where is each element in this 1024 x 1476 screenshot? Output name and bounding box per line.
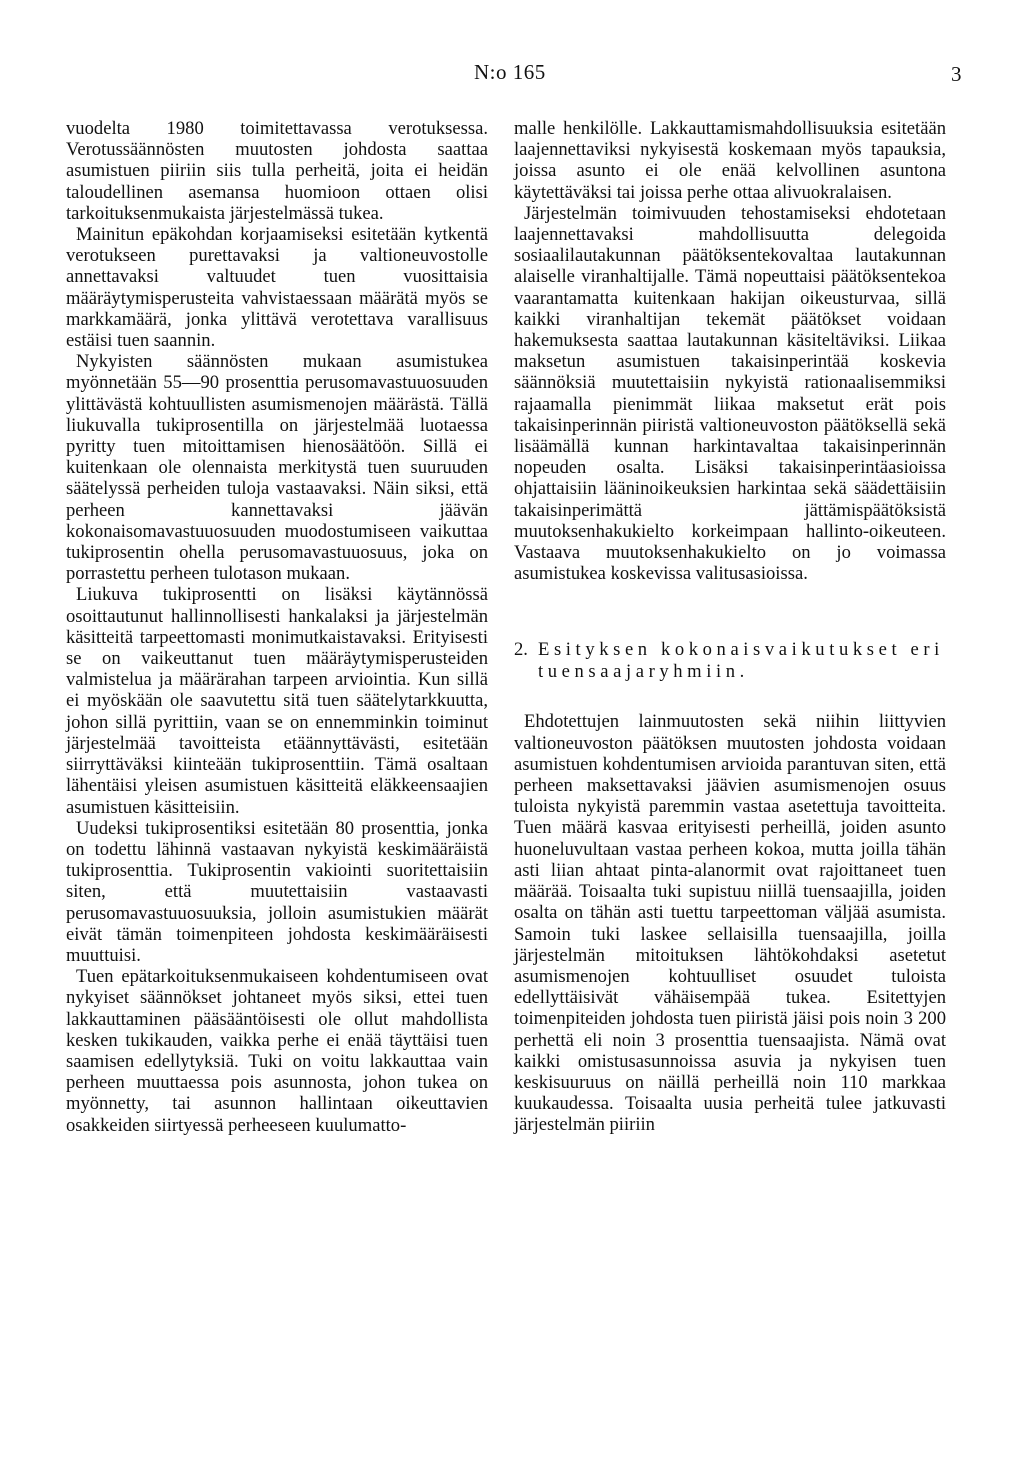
left-column — [66, 118, 488, 1136]
paragraph: Liukuva tukiprosentti on lisäksi käytännössä osoittautunut hallinnollisesti hankalaksi ja järjestelmän käsitteitä tarpeettomasti monimutkaistavaksi. Erityisesti se on vaikeuttanut tuen määräytymisperusteiden valmistelua ja määrärahan tarpeen arviointia. Kun sillä ei myöskään ole saavutettu sitä tuen säätelytarkkuutta, johon sillä pyrittiin, vaan se on ennemminkin toiminut järjestelmää tavoitteista etäännyttävästi, esitetään siirryttäväksi kiinteään tukiprosenttiin. Tämä osaltaan lähentäisi yleisen asumistuen käsitteitä eläkkeensaajien asumistuen käsitteisiin. — [66, 584, 488, 818]
paragraph: vuodelta 1980 toimitettavassa verotuksessa. Verotussäännösten muutosten johdosta saattaa asumistuen piiriin siis tulla perheitä, joita ei heidän taloudellinen asemansa huomioon ottaen olisi tarkoituksenmukaista järjestelmässä tukea. — [66, 118, 488, 224]
paragraph: Järjestelmän toimivuuden tehostamiseksi ehdotetaan laajennettavaksi mahdollisuutta delegoida sosiaalilautakunnan päätöksentekovaltaa lautakunnan alaiselle viranhaltijalle. Tämä nopeuttaisi päätöksentekoa vaarantamatta kuitenkaan hakijan oikeusturvaa, sillä kaikki viranhaltijan tekemät päätökset voidaan hakemuksesta saattaa lautakunnan käsiteltäviksi. Liikaa maksetun asumistuen takaisinperintää koskevia säännöksiä muutettaisiin nykyistä rationaalisemmiksi rajaamalla pienimmät liikaa maksetut erät pois takaisinperinnän piiristä valtioneuvoston päätöksellä sekä lisäämällä kunnan harkintavaltaa takaisinperinnän nopeuden osalta. Lisäksi takaisinperintäasioissa ohjattaisiin lääninoikeuksien harkintaa sekä säädettäisiin takaisinperimättä jättämispäätöksistä muutoksenhakukielto korkeimpaan hallinto-oikeuteen. Vastaava muutoksenhakukielto on jo voimassa asumistukea koskevissa valitusasioissa. — [514, 202, 946, 585]
paragraph: Mainitun epäkohdan korjaamiseksi esitetään kytkentä verotukseen purettavaksi ja valtioneuvostolle annettavaksi valtuudet tuen vuosittaisia määräytymisperusteita vahvistaessaan määrätä myös se markkamäärä, jonka ylittävä verotettava varallisuus estäisi tuen saannin. — [66, 224, 488, 352]
page-number: 3 — [951, 62, 962, 86]
paragraph: Nykyisten säännösten mukaan asumistukea myönnetään 55—90 prosenttia perusomavastuuosuuden ylittävästä kohtuullisten asumismenojen määrästä. Tällä liukuvalla tukiprosentilla on järjestelmää luotaessa pyritty tuen mitoittamisen hienosäätöön. Sillä ei kuitenkaan ole olennaista merkitystä tuen suuruuden säätelyssä perheiden tuloja vastaavaksi. Näin siksi, että perheen kannettavaksi jäävän kokonaisomavastuuosuuden muodostumiseen vaikuttaa tukiprosentin ohella perusomavastuuosuus, joka on porrastettu perheen tulotason mukaan. — [66, 351, 488, 585]
section-title: Esityksen kokonaisvaikutukset eri tuensaajaryhmiin. — [538, 639, 944, 683]
paragraph: Ehdotettujen lainmuutosten sekä niihin liittyvien valtioneuvoston päätöksen muutosten johdosta voidaan asumistuen kohdentumisen arvioida parantuvan siten, että perheen maksettavaksi jäävien asumismenojen osuus tuloista nykyistä paremmin vastaa asetettuja tavoitteita. Tuen määrä kasvaa erityisesti perheillä, joiden asunto huoneluvultaan vastaa perheen kokoa, mutta joilla tähän asti liian ahtaat pinta-alanormit ovat rajoittaneet tuen määrää. Toisaalta tuki supistuu niillä tuensaajilla, joiden osalta on tähän asti tuettu tarpeettoman väljää asumista. Samoin tuki laskee sellaisilla tuensaajilla, joilla järjestelmän mitoituksen lähtökohdaksi asetetut asumismenojen kohtuulliset osuudet tuloista edellyttäisivät vähäisempää tukea. Esitettyjen toimenpiteiden johdosta tuen piiristä jäisi pois noin 3 200 perhettä eli noin 3 prosenttia tuensaajista. Nämä ovat kaikki omistusasunnoissa asuvia ja nykyisen tuen keskisuuruus on näillä perheillä noin 110 markkaa kuukaudessa. Toisaalta uusia perheitä tulee jatkuvasti järjestelmän piiriin — [514, 711, 946, 1136]
paragraph: Tuen epätarkoituksenmukaiseen kohdentumiseen ovat nykyiset säännökset johtaneet myös siksi, ettei tuen lakkauttaminen pääsääntöisesti ole ollut mahdollista kesken tukikauden, vaikka perhe ei enää täyttäisi tuen saamisen edellytyksiä. Tuki on voitu lakkauttaa vain perheen muuttaessa pois asunnosta, johon tukea on myönnetty, tai asunnon hallintaan oikeuttavien osakkeiden siirtyessä perheeseen kuulumatto- — [66, 966, 488, 1136]
section-heading — [514, 639, 946, 683]
section-number: 2. — [514, 639, 528, 661]
paragraph: Uudeksi tukiprosentiksi esitetään 80 prosenttia, jonka on todettu lähinnä vastaavan nykyistä keskimääräistä tukiprosenttia. Tukiprosentin vakiointi suoritettaisiin siten, että muutettaisiin vastaavasti perusomavastuuosuuksia, jolloin asumistukien määrät eivät tämän toimenpiteen johdosta keskimääräisesti muuttuisi. — [66, 817, 488, 966]
paragraph: malle henkilölle. Lakkauttamismahdollisuuksia esitetään laajennettaviksi nykyisestä koskemaan myös tapauksia, joissa asunto ei ole enää kelvollinen asuntona käytettäväksi tai joissa perhe ottaa alivuokralaisen. — [514, 118, 946, 203]
right-column — [514, 118, 946, 1136]
document-number: N:o 165 — [474, 60, 546, 84]
